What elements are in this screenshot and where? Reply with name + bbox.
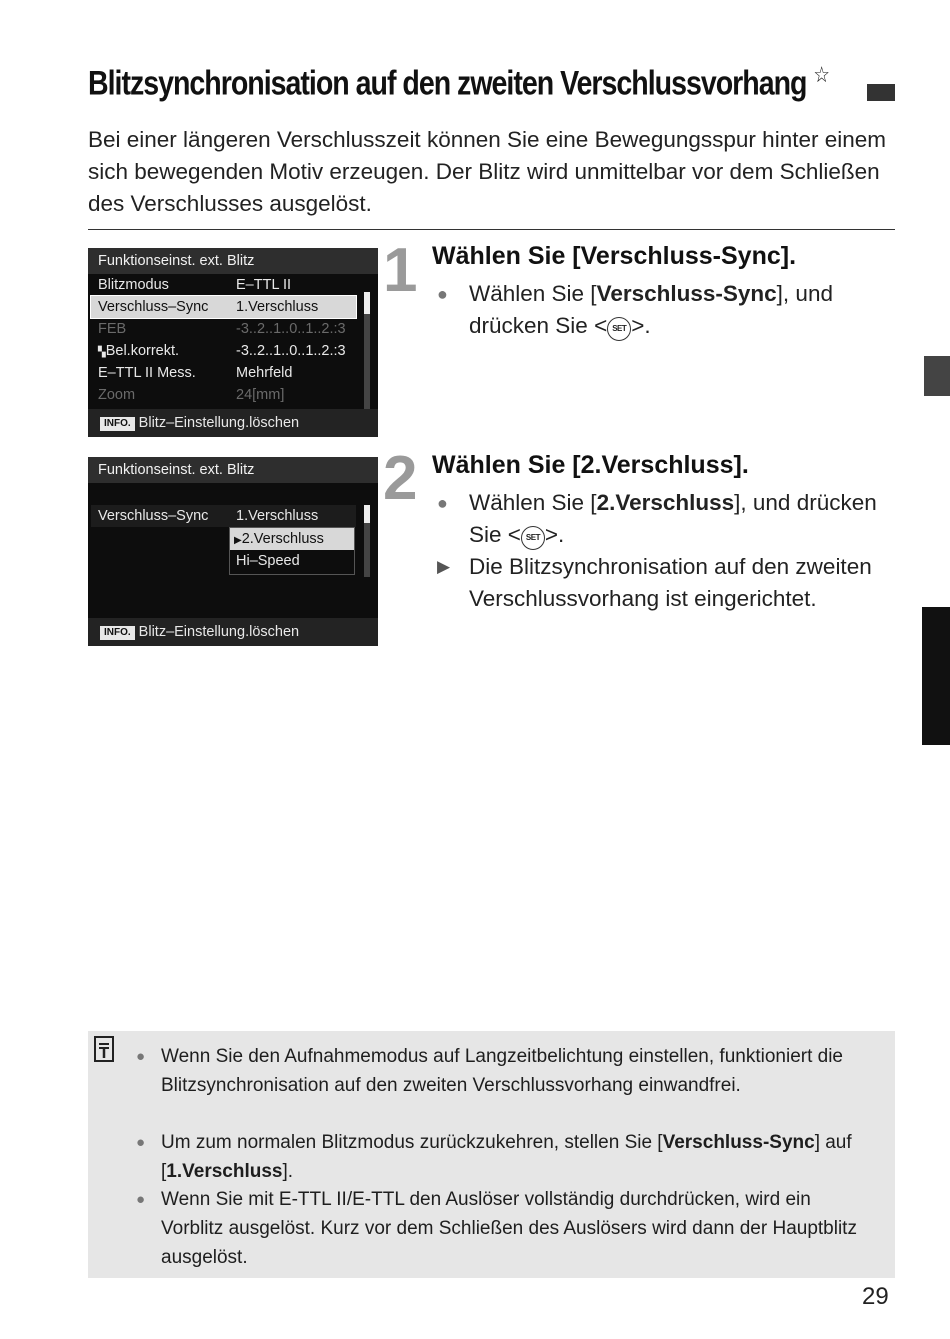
step-number-1: 1 xyxy=(383,236,418,305)
scrollbar xyxy=(364,292,370,414)
menu-row-ettl-mess: E–TTL II Mess. Mehrfeld xyxy=(98,365,293,381)
scrollbar xyxy=(364,505,370,577)
menu-row-verschluss-sync: Verschluss–Sync 1.Verschluss xyxy=(91,296,356,318)
divider xyxy=(88,229,895,230)
note-item-2: ● Um zum normalen Blitzmodus zurückzukehren, stellen Sie [Verschluss-Sync] auf [1.Verschluss]. xyxy=(136,1132,852,1182)
intro-text: Bei einer längeren Verschlusszeit können Sie eine Bewegungsspur hinter einem sich bewegenden Motiv erzeugen. Der Blitz wird unmittelbar vor dem Schließen des Verschlusses ausgelöst. xyxy=(88,127,886,216)
menu-row-verschluss-sync: Verschluss–Sync 1.Verschluss xyxy=(91,505,356,527)
section-marker xyxy=(867,84,895,101)
camera-menu-screen-1 xyxy=(88,248,378,437)
flash-icon: ▚ xyxy=(98,347,106,358)
screen-header: Funktionseinst. ext. Blitz xyxy=(88,457,378,483)
option-2-verschluss: ▶2.Verschluss xyxy=(230,528,354,550)
side-tab-marker xyxy=(924,356,950,396)
step-heading-2: Wählen Sie [2.Verschluss]. xyxy=(432,451,749,479)
chapter-tab xyxy=(922,607,950,745)
info-button-icon: INFO. xyxy=(100,417,135,431)
set-button-icon: SET xyxy=(607,317,631,341)
info-button-icon: INFO. xyxy=(100,626,135,640)
result-arrow-icon: ▶ xyxy=(437,557,451,576)
star-icon: ☆ xyxy=(813,62,829,87)
step-1-bullet: ● Wählen Sie [Verschluss-Sync], und drücken Sie < SET >. xyxy=(437,278,897,342)
screen-header: Funktionseinst. ext. Blitz xyxy=(88,248,378,274)
screen-footer: INFO. Blitz–Einstellung.löschen xyxy=(88,409,378,437)
page-title: Blitzsynchronisation auf den zweiten Verschlussvorhang ☆ xyxy=(88,62,829,103)
set-button-icon: SET xyxy=(521,526,545,550)
menu-row-blitzmodus: Blitzmodus E–TTL II xyxy=(98,277,292,293)
note-item-1: ● Wenn Sie den Aufnahmemodus auf Langzeitbelichtung einstellen, funktioniert die Blitzsynchronisation auf den zweiten Verschlussvorhang einwandfrei. xyxy=(136,1046,843,1096)
option-hi-speed: Hi–Speed xyxy=(236,553,300,569)
camera-menu-screen-2 xyxy=(88,457,378,646)
step-2-result: ▶ Die Blitzsynchronisation auf den zweiten Verschlussvorhang ist eingerichtet. xyxy=(437,551,897,615)
step-2-bullet: ● Wählen Sie [2.Verschluss], und drücken Sie < SET >. xyxy=(437,487,897,551)
note-item-3: ● Wenn Sie mit E-TTL II/E-TTL den Auslöser vollständig durchdrücken, wird ein Vorblitz ausgelöst. Kurz vor dem Schließen des Auslösers wird dann der Hauptblitz ausgelöst. xyxy=(136,1189,857,1268)
memo-icon xyxy=(93,1036,115,1062)
step-number-2: 2 xyxy=(383,444,418,513)
menu-row-bel-korrekt: ▚Bel.korrekt. -3..2..1..0..1..2.:3 xyxy=(98,343,346,359)
option-dropdown xyxy=(229,527,355,575)
menu-row-feb: FEB -3..2..1..0..1..2.:3 xyxy=(98,321,346,337)
page-number: 29 xyxy=(862,1283,889,1310)
note-box xyxy=(88,1031,895,1278)
screen-footer: INFO. Blitz–Einstellung.löschen xyxy=(88,618,378,646)
step-heading-1: Wählen Sie [Verschluss-Sync]. xyxy=(432,242,797,270)
menu-row-zoom: Zoom 24[mm] xyxy=(98,387,285,403)
